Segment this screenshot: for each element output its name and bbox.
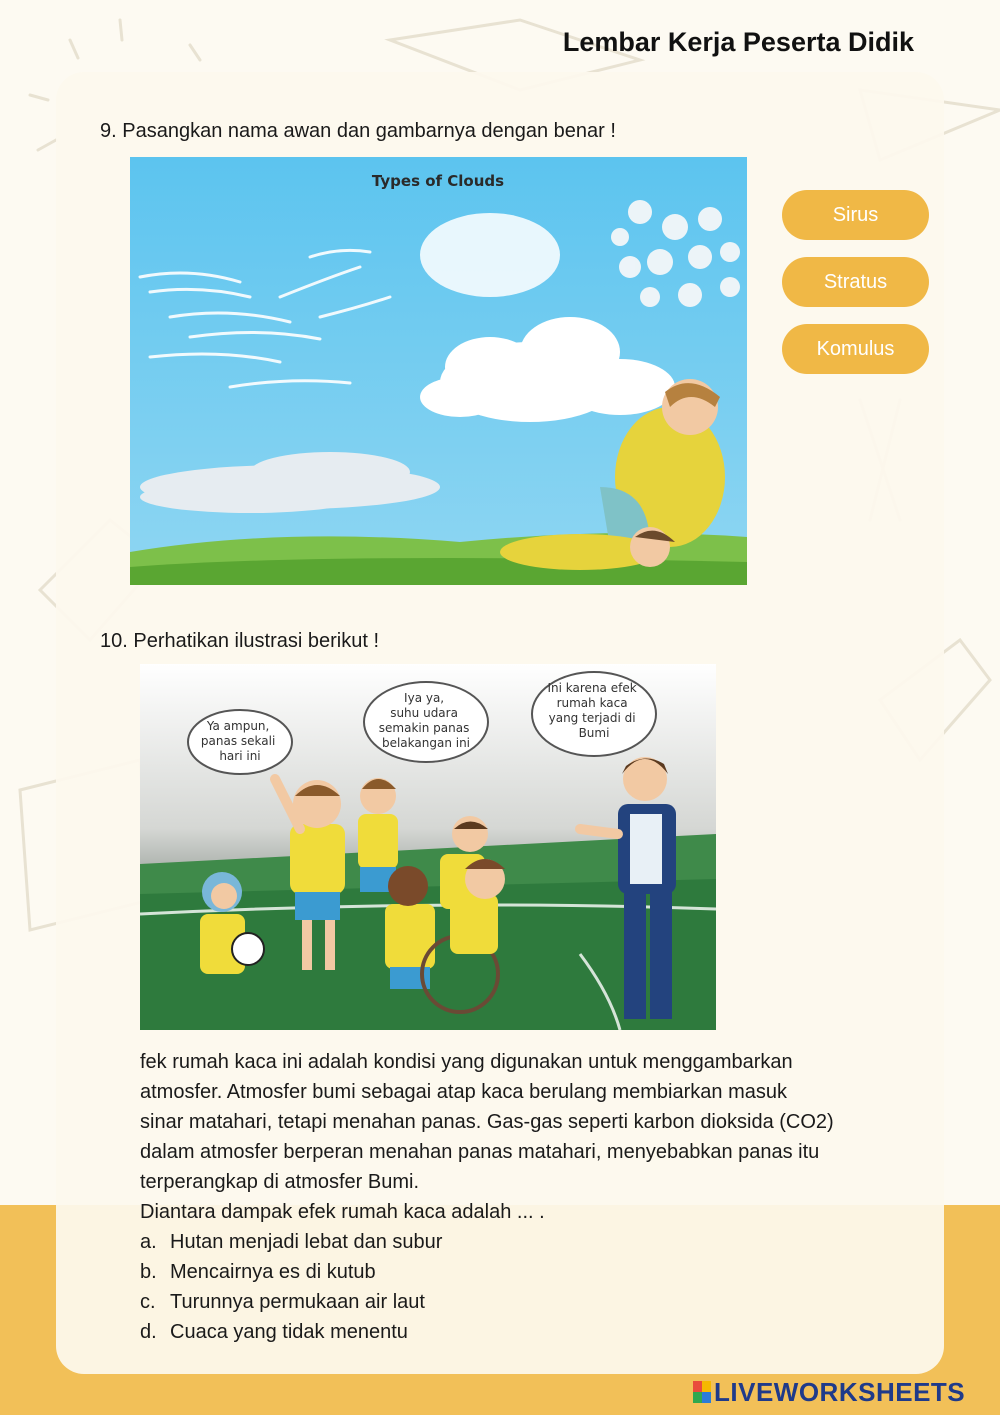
option-text: Cuaca yang tidak menentu — [170, 1321, 408, 1343]
bubble-boy-line2: suhu udara — [390, 706, 458, 720]
option-text: Mencairnya es di kutub — [170, 1261, 376, 1283]
passage-line: terperangkap di atmosfer Bumi. — [140, 1171, 420, 1193]
bubble-teacher-line1: Ini karena efek — [547, 681, 637, 695]
passage-line: atmosfer. Atmosfer bumi sebagai atap kaca berulang membiarkan masuk — [140, 1081, 787, 1103]
question-10-stem: Diantara dampak efek rumah kaca adalah ... . — [140, 1201, 545, 1223]
option-d[interactable] — [140, 1317, 920, 1347]
choice-stratus[interactable]: Stratus — [782, 257, 929, 307]
bubble-girl-line2: panas sekali — [200, 734, 276, 748]
question-10-prompt: 10. Perhatikan ilustrasi berikut ! — [100, 630, 380, 652]
choice-komulus[interactable]: Komulus — [782, 324, 929, 374]
passage-line: fek rumah kaca ini adalah kondisi yang digunakan untuk menggambarkan — [140, 1051, 793, 1073]
liveworksheets-logo[interactable] — [693, 1377, 965, 1407]
worksheet-title: Lembar Kerja Peserta Didik — [562, 27, 914, 57]
bubble-boy-line1: Iya ya, — [404, 691, 445, 705]
bubble-teacher-line4: Bumi — [578, 726, 610, 740]
clouds-illustration — [130, 157, 747, 585]
option-c[interactable] — [140, 1287, 920, 1317]
bubble-teacher-line2: rumah kaca — [556, 696, 628, 710]
greenhouse-illustration — [140, 664, 716, 1030]
liveworksheets-brand: LIVEWORKSHEETS — [714, 1376, 966, 1407]
bubble-boy-line4: belakangan ini — [381, 736, 471, 750]
option-letter: d. — [140, 1321, 157, 1343]
option-letter: c. — [140, 1291, 156, 1313]
passage-line: dalam atmosfer berperan menahan panas matahari, menyebabkan panas itu — [140, 1141, 820, 1163]
liveworksheets-mark-icon — [693, 1381, 711, 1403]
option-letter: b. — [140, 1261, 157, 1283]
option-b[interactable] — [140, 1257, 920, 1287]
bubble-girl-line3: hari ini — [219, 749, 261, 763]
image-title: Types of Clouds — [371, 172, 505, 190]
option-letter: a. — [140, 1231, 157, 1253]
bubble-girl-line1: Ya ampun, — [206, 719, 270, 733]
option-a[interactable] — [140, 1227, 920, 1257]
choice-sirus[interactable]: Sirus — [782, 190, 929, 240]
bubble-teacher-line3: yang terjadi di — [548, 711, 636, 725]
question-10-passage — [140, 1047, 920, 1347]
option-text: Turunnya permukaan air laut — [170, 1291, 425, 1313]
bubble-boy-line3: semakin panas — [378, 721, 470, 735]
option-text: Hutan menjadi lebat dan subur — [170, 1231, 443, 1253]
question-9-prompt: 9. Pasangkan nama awan dan gambarnya dengan benar ! — [100, 120, 616, 142]
passage-line: sinar matahari, tetapi menahan panas. Gas-gas seperti karbon dioksida (CO2) — [140, 1111, 834, 1133]
